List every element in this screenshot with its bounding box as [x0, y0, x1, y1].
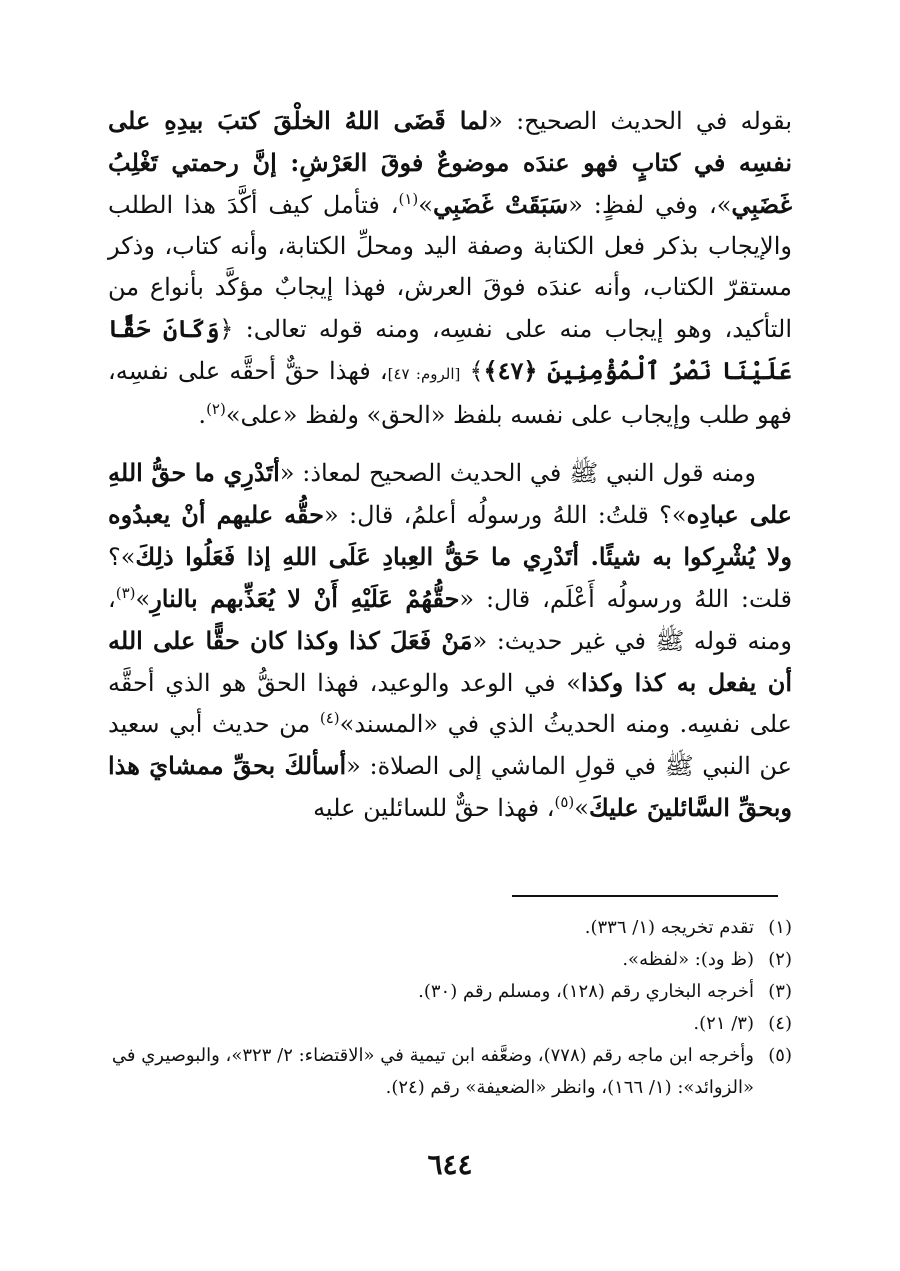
- body-text: ، فتأمل كيف أكَّدَ هذا الطلب والإيجاب بذكر فعل الكتابة وصفة اليد ومحلِّ الكتابة، وأنه كتاب، وذكر مستقرّ الكتاب، وأنه عندَه فوقَ العرش، فهذا إيجابٌ مؤكَّد بأنواع من التأكيد، وهو إيجاب منه على نفسِه، ومنه قوله تعالى: ﴿: [108, 191, 792, 343]
- body-text: »؟ قلتُ: اللهُ ورسولُه أعلمُ، قال: «: [324, 501, 687, 529]
- body-text: ، ومنه قوله ﷺ في غير حديث: «: [108, 585, 792, 655]
- footnote-number: (١): [768, 917, 792, 938]
- footnote-1: [108, 912, 792, 944]
- body-text: ، فهذا حقٌّ أحقَّه على نفسِه، فهو طلب وإيجاب على نفسه بلفظ «الحق» ولفظ «على»: [108, 357, 792, 429]
- quoted-text: مَنْ فَعَلَ كذا وكذا كان حقًّا على الله أن يفعل به كذا وكذا: [108, 626, 792, 697]
- footnote-marker: (٥): [554, 793, 575, 811]
- quoted-text: لما قَضَى اللهُ الخلْقَ كتبَ بيدِهِ على نفسِه في كتابٍ فهو عندَه موضوعٌ فوقَ العَرْشِ: إنَّ رحمتي تَغْلِبُ غَضَبِي: [108, 106, 792, 219]
- footnote-2: [108, 944, 792, 976]
- footnote-number: (٣): [768, 981, 792, 1002]
- footnote-number: (٥): [768, 1045, 792, 1066]
- footnote-text: أخرجه البخاري رقم (١٢٨)، ومسلم رقم (٣٠).: [418, 981, 754, 1002]
- paragraph-1: [108, 100, 792, 436]
- body-text: »: [574, 794, 589, 822]
- body-text: »: [135, 585, 151, 613]
- footnotes: [108, 912, 792, 1104]
- footnote-3: [108, 976, 792, 1008]
- body-text: »؟ قلت: اللهُ ورسولُه أَعْلَم، قال: «: [108, 543, 792, 613]
- footnote-5: [108, 1040, 792, 1104]
- body-text: » في الوعد والوعيد، فهذا الحقُّ هو الذي أحقَّه على نفسِه. ومنه الحديثُ الذي في «المسند»: [108, 669, 792, 738]
- paragraph-2: [108, 452, 792, 829]
- footnote-text: تقدم تخريجه (١/ ٣٣٦).: [584, 917, 754, 938]
- body-text: »، وفي لفظٍ: «: [568, 191, 732, 219]
- footnote-divider: [512, 895, 778, 897]
- footnote-marker: (٢): [206, 400, 226, 418]
- main-text: [108, 100, 792, 829]
- footnote-4: [108, 1008, 792, 1040]
- footnote-number: (٤): [768, 1013, 792, 1034]
- footnote-marker: (١): [398, 190, 419, 208]
- footnote-text: (٣/ ٢١).: [693, 1013, 754, 1034]
- quoted-text: سَبَقَتْ غَضَبِي: [432, 190, 569, 219]
- body-text: بقوله في الحديث الصحيح: «: [488, 107, 792, 135]
- body-text: ، فهذا حقٌّ للسائلين عليه: [313, 794, 555, 822]
- body-text: من حديث أبي سعيد عن النبي ﷺ في قولِ الماشي إلى الصلاة: «: [108, 710, 793, 780]
- footnote-marker: (٤): [319, 709, 340, 727]
- footnote-number: (٢): [768, 949, 792, 970]
- body-text: »: [418, 191, 433, 219]
- page-number: ٦٤٤: [427, 1148, 473, 1181]
- quoted-text: حقُّهُمْ عَلَيْهِ أَنْ لا يُعَذِّبهم بالنارِ: [150, 584, 460, 613]
- footnote-text: (ظ ود): «لفظه».: [622, 949, 754, 970]
- footnote-text: وأخرجه ابن ماجه رقم (٧٧٨)، وضعَّفه ابن تيمية في «الاقتضاء: ٢/ ٣٢٣»، والبوصيري في «الزوائد»: (١/ ١٦٦)، وانظر «الضعيفة» رقم (٢٤).: [111, 1045, 754, 1098]
- body-text: ومنه قول النبي ﷺ في الحديث الصحيح لمعاذ: «: [279, 459, 757, 487]
- body-text: .: [198, 401, 207, 429]
- body-text: ﴾: [460, 357, 484, 385]
- quoted-text: حقُّه عليهم أنْ يعبدُوه ولا يُشْرِكوا به شيئًا. أتَدْرِي ما حَقُّ العِبادِ عَلَى اللهِ إذا فَعَلُوا ذلِكَ: [108, 500, 792, 571]
- quoted-text: وَكَانَ حَقًّا عَلَيْنَا نَصْرُ ٱلْمُؤْمِنِينَ ﴿٤٧﴾: [108, 314, 792, 385]
- footnote-marker: (٣): [115, 584, 136, 602]
- quoted-text: أتَدْرِي ما حقُّ اللهِ على عبادِه: [108, 458, 792, 529]
- citation-text: [الروم: ٤٧]: [387, 365, 461, 383]
- quoted-text: أسألكَ بحقِّ ممشايَ هذا وبحقِّ السَّائلينَ عليكَ: [108, 751, 792, 822]
